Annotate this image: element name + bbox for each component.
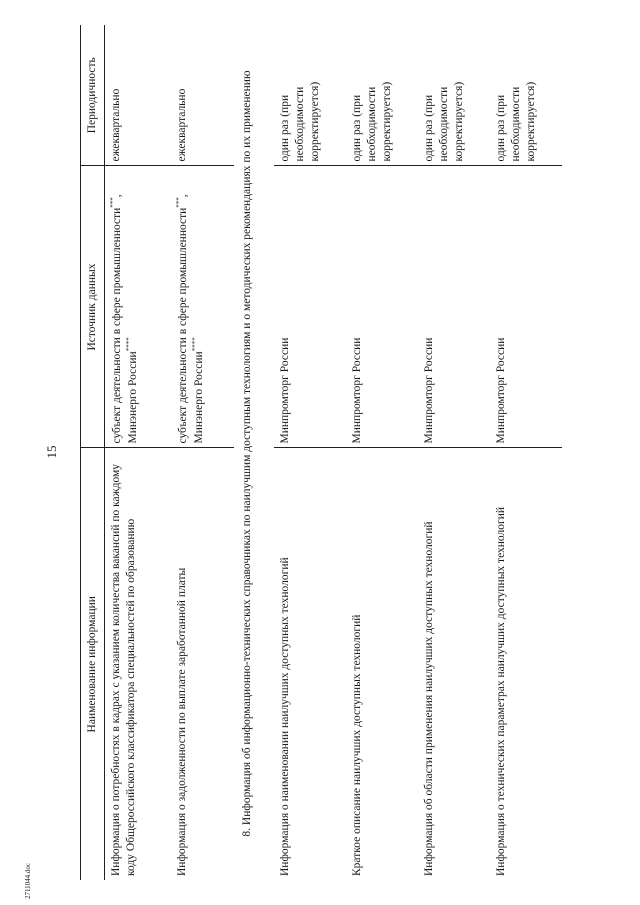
footnote-mark-2: **** [190,337,199,352]
cell-name: Информация о технических параметрах наилучших доступных технологий [495,506,507,876]
cell-source [105,166,172,448]
section-row [234,25,274,880]
document-table-container [80,25,640,880]
cell-name: Информация о задолженности по выплате заработанной платы [176,567,188,876]
table-row [171,25,234,880]
cell-source: Минпромторг России [274,166,346,448]
footnote-mark: *** [175,197,183,208]
cell-name: Информация о наименовании наилучших доступных технологий [279,557,291,876]
source-text-2: , Минэнерго России [176,194,205,444]
cell-name: Краткое описание наилучших доступных технологий [351,614,363,876]
header-name: Наименование информации [81,448,105,880]
page-number: 15 [44,445,59,459]
section-heading: 8. Информация об информационно-технических справочниках по наилучшим доступным технологиям и о методических рекомендациях по их применению [241,70,253,837]
rotated-page [80,25,640,880]
cell-source [171,166,234,448]
cell-name: Информация о потребностях в кадрах с указанием количества вакансий по каждому коду Общероссийского классификатора специальностей по образованию [110,463,137,876]
header-source: Источник данных [81,166,105,448]
information-table [80,25,562,880]
source-text-2: , Минэнерго России [110,194,139,444]
cell-source: Минпромторг России [346,166,418,448]
cell-period: один раз (при необходимости корректируется) [490,25,562,166]
cell-name: Информация об области применения наилучших доступных технологий [423,521,435,876]
cell-period: ежеквартально [105,25,172,166]
footnote-mark-2: **** [124,337,133,352]
source-text: субъект деятельности в сфере промышленности [176,207,189,444]
cell-source: Минпромторг России [418,166,490,448]
cell-period: один раз (при необходимости корректируется) [418,25,490,166]
cell-period: ежеквартально [171,25,234,166]
table-row [274,25,346,880]
table-header-row [81,25,105,880]
cell-period: один раз (при необходимости корректируется) [346,25,418,166]
table-row [346,25,418,880]
footnote-mark: *** [109,197,117,208]
table-row [105,25,172,880]
table-row [490,25,562,880]
cell-source: Минпромторг России [490,166,562,448]
cell-period: один раз (при необходимости корректируется) [274,25,346,166]
header-period: Периодичность [81,25,105,166]
document-code: 2711044.doc [24,862,32,900]
source-text: субъект деятельности в сфере промышленности [110,207,123,444]
table-row [418,25,490,880]
